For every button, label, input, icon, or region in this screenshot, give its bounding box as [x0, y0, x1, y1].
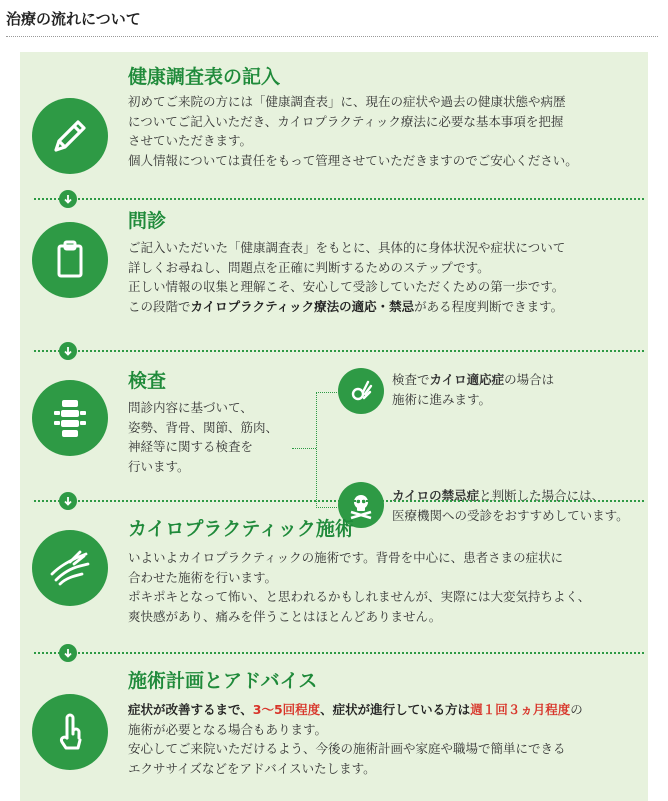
spine-icon [32, 380, 108, 456]
step-description: いよいよカイロプラクティックの施術です。背骨を中心に、患者さまの症状に 合わせた施術を行います。 ポキポキとなって怖い、と思われるかもしれませんが、実際には大変気持ちよく、 爽快感があり、痛みを伴うことはほとんどありません。 [128, 550, 591, 624]
pencil-icon [32, 98, 108, 174]
finger-icon [32, 694, 108, 770]
arrow-down-icon [59, 342, 77, 360]
step-description: ご記入いただいた「健康調査表」をもとに、具体的に身体状況や症状について 詳しくお尋ねし、問題点を正確に判断するためのステップです。 正しい情報の収集と理解こそ、安心して受診していただくための第一歩です。 この段階でカイロプラクティック療法の適応・禁忌がある程度判断できます。 [128, 240, 566, 314]
step-title: 施術計画とアドバイス [128, 670, 318, 692]
step-title: 問診 [128, 210, 167, 232]
step-separator [34, 652, 644, 654]
branch-contraindicated-text: カイロの禁忌症と判断した場合には、 医療機関への受診をおすすめしています。 [392, 488, 629, 523]
step-separator [34, 500, 644, 502]
step-separator [34, 350, 644, 352]
arrow-down-icon [59, 190, 77, 208]
step-separator [34, 198, 644, 200]
step-description: 初めてご来院の方には「健康調査表」に、現在の症状や過去の健康状態や病歴 についてご記入いただき、カイロプラクティック療法に必要な基本事項を把握 させていただきます。 個人情報については責任をもって管理させていただきますのでご安心ください。 [128, 94, 578, 168]
arrow-down-icon [59, 492, 77, 510]
step-title: 健康調査表の記入 [128, 66, 281, 88]
title-divider [6, 36, 658, 37]
step-title: カイロプラクティック施術 [128, 518, 354, 540]
page-title: 治療の流れについて [6, 10, 141, 28]
step-title: 検査 [128, 370, 167, 392]
branch-indicated-text: 検査でカイロ適応症の場合は 施術に進みます。 [392, 372, 555, 407]
ok-hand-icon [338, 368, 384, 414]
step-description: 症状が改善するまで、3～5回程度、症状が進行している方は週１回３ヵ月程度の 施術が必要となる場合もあります。 安心してご来院いただけるよう、今後の施術計画や家庭や職場で簡単にできる エクササイズなどをアドバイスいたします。 [128, 702, 583, 776]
branch-connector [292, 448, 316, 449]
clipboard-icon [32, 222, 108, 298]
step-description: 問診内容に基づいて、 姿勢、背骨、関節、筋肉、 神経等に関する検査を 行います。 [128, 400, 279, 474]
branch-bracket [316, 392, 337, 508]
treatment-flow-panel [20, 52, 648, 801]
arrow-down-icon [59, 644, 77, 662]
hands-icon [32, 530, 108, 606]
